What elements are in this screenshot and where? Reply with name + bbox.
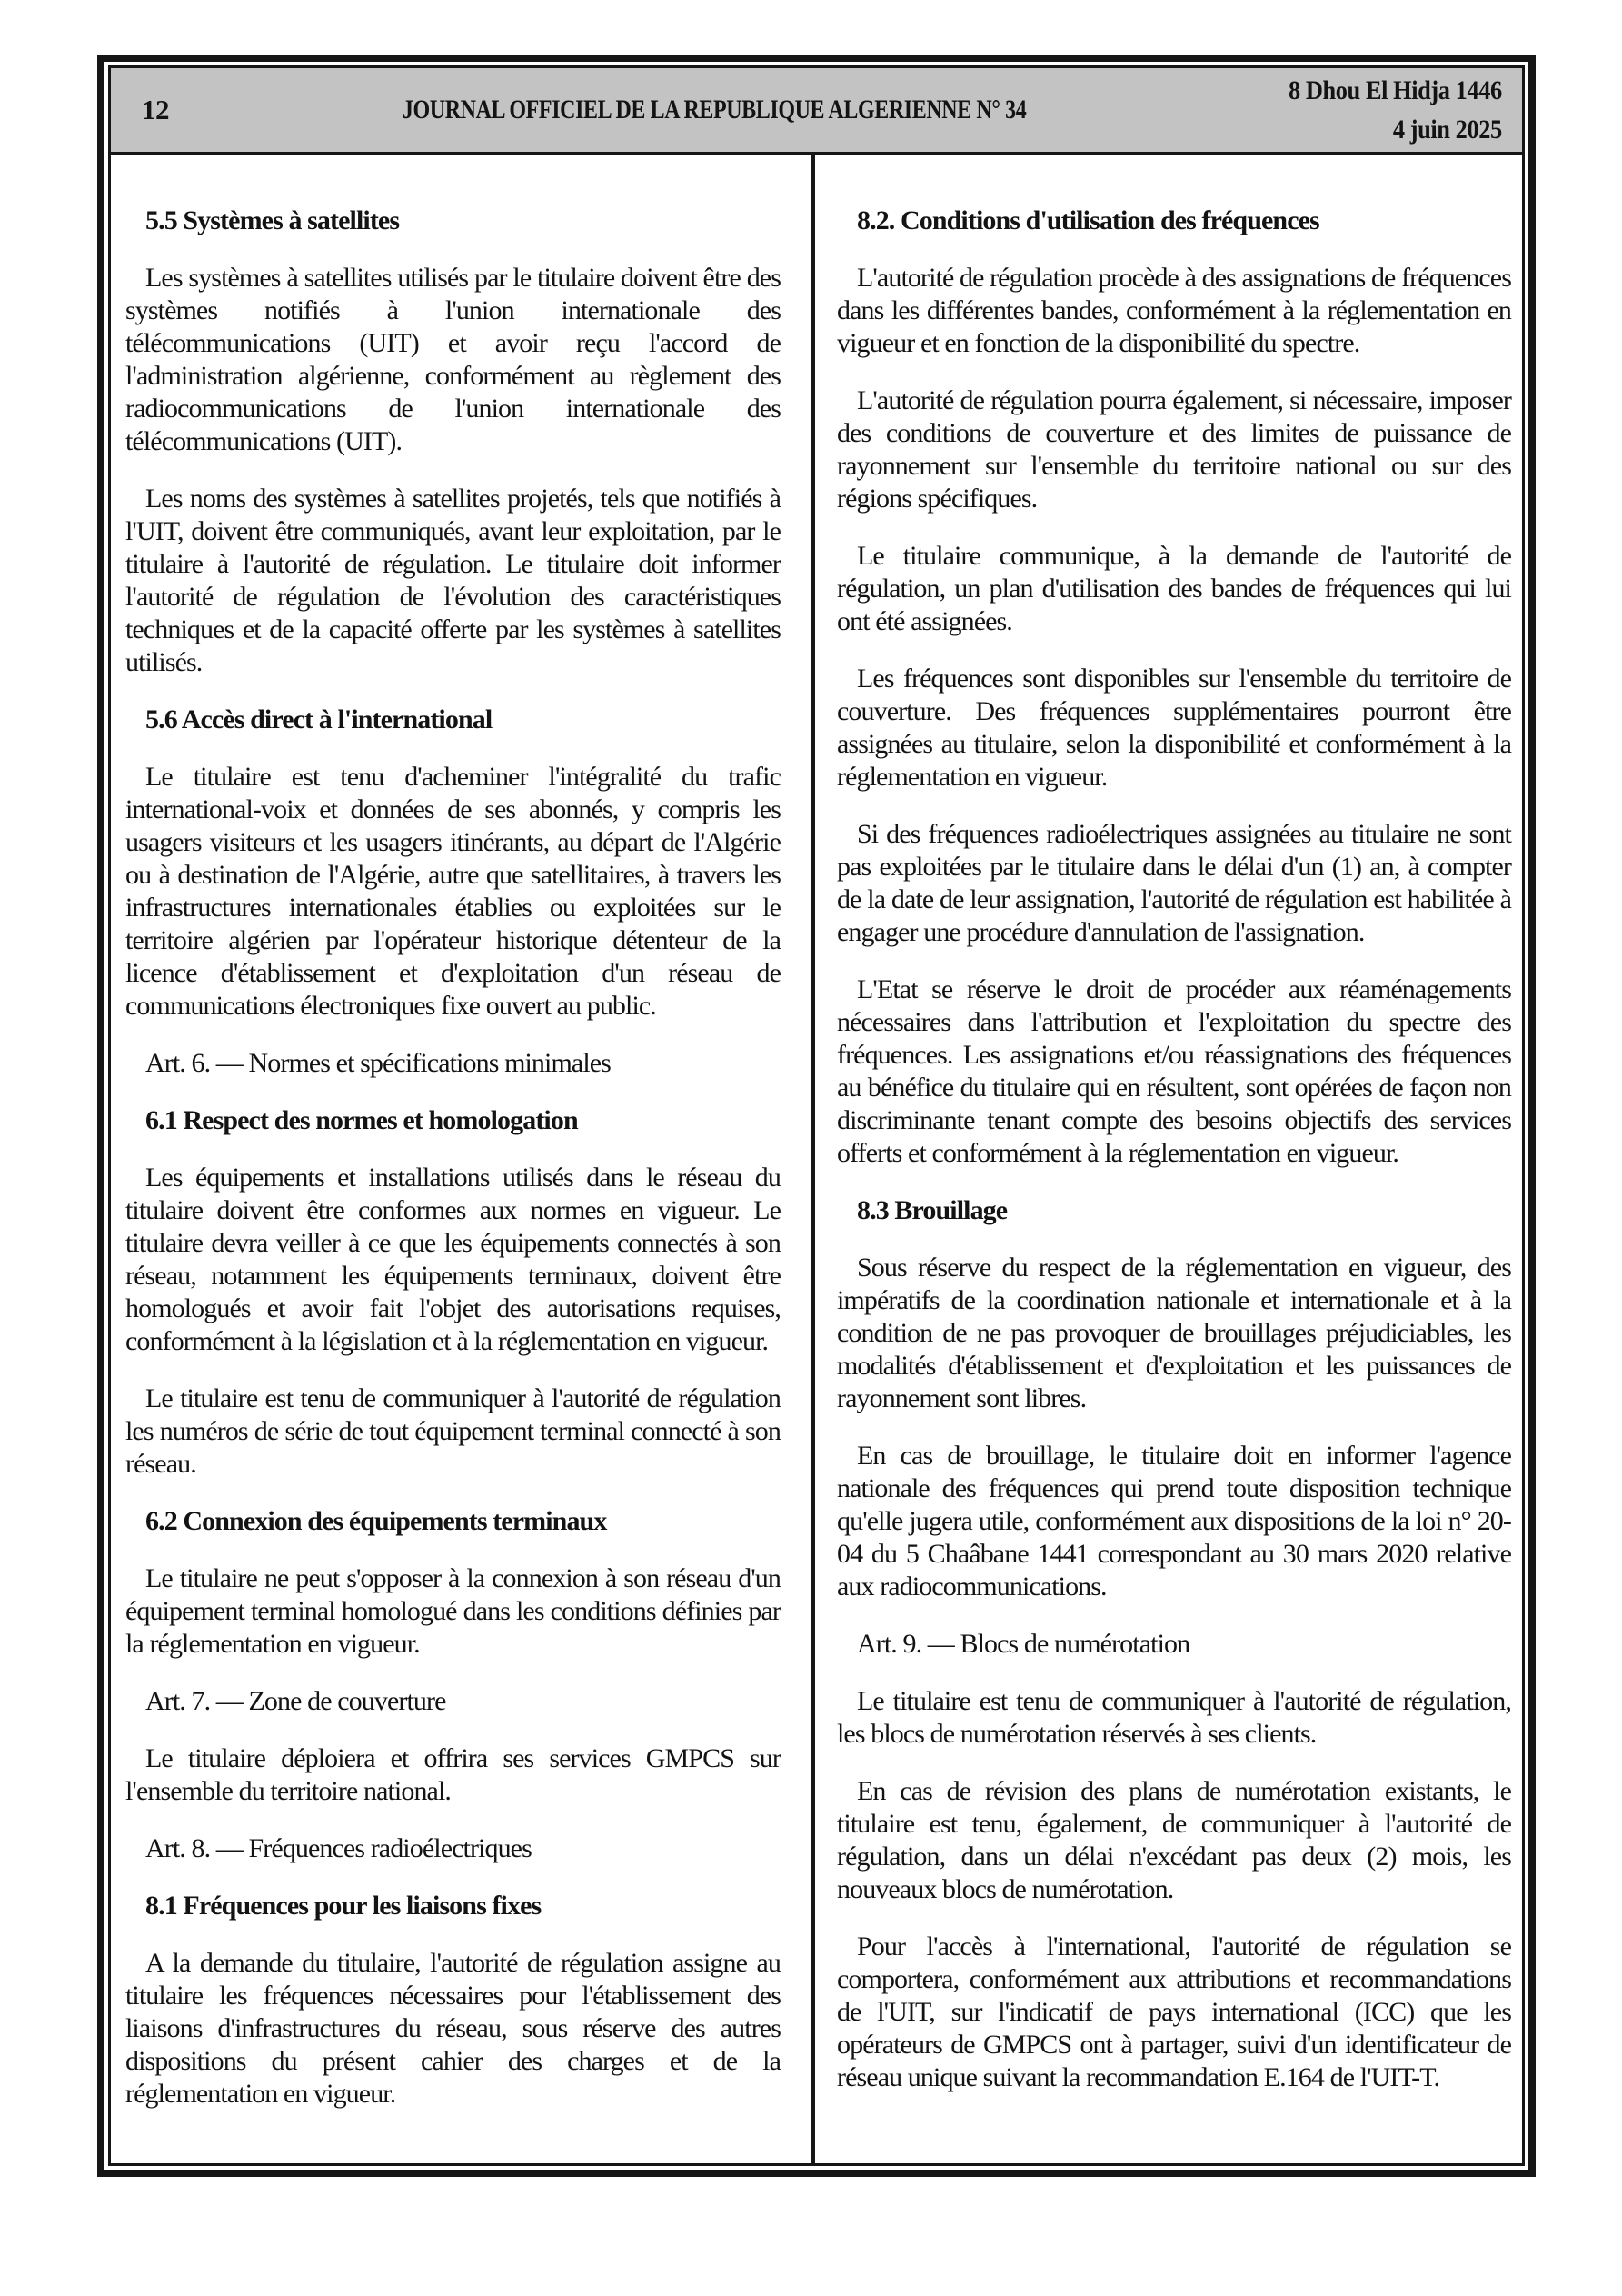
date-gregorian: 4 juin 2025 (1393, 115, 1502, 145)
section-heading-6-1: 6.1 Respect des normes et homologation (145, 1105, 578, 1135)
paragraph: Les fréquences sont disponibles sur l'ensemble du territoire de couverture. Des fréquences supplémentaires pourront être assignées au titulaire, selon la disponibilité et conformément à la réglementation en vigueur. (837, 664, 1511, 792)
page-number: 12 (142, 94, 169, 125)
left-column (111, 155, 811, 2163)
paragraph: L'autorité de régulation pourra également, si nécessaire, imposer des conditions de couverture et des limites de puissance de rayonnement sur l'ensemble du territoire national ou sur des régions spécifiques. (837, 385, 1511, 514)
text-columns (111, 155, 1522, 2163)
article-heading-9: Art. 9. — Blocs de numérotation (857, 1629, 1190, 1659)
section-heading-8-1: 8.1 Fréquences pour les liaisons fixes (145, 1891, 542, 1921)
section-heading-5-5: 5.5 Systèmes à satellites (145, 205, 400, 235)
paragraph: Le titulaire ne peut s'opposer à la connexion à son réseau d'un équipement terminal homologué dans les conditions définies par la réglementation en vigueur. (125, 1563, 781, 1659)
article-heading-8: Art. 8. — Fréquences radioélectriques (145, 1833, 532, 1863)
section-heading-6-2: 6.2 Connexion des équipements terminaux (145, 1506, 607, 1536)
paragraph: L'Etat se réserve le droit de procéder aux réaménagements nécessaires dans l'attribution et l'exploitation du spectre des fréquences. Les assignations et/ou réassignations des fréquences au bénéfice du titulaire qui en résultent, sont opérées de façon non discriminante tenant compte des besoins objectifs des services offerts et conformément à la réglementation en vigueur. (837, 974, 1511, 1168)
paragraph: Le titulaire est tenu de communiquer à l'autorité de régulation, les blocs de numérotation réservés à ses clients. (837, 1686, 1511, 1749)
paragraph: Pour l'accès à l'international, l'autorité de régulation se comportera, conformément aux attributions et recommandations de l'UIT, sur l'indicatif de pays international (ICC) que les opérateurs de GMPCS ont à partager, suivi d'un identificateur de réseau unique suivant la recommandation E.164 de l'UIT-T. (837, 1932, 1511, 2092)
page-header (111, 68, 1522, 155)
paragraph: Sous réserve du respect de la réglementation en vigueur, des impératifs de la coordination nationale et internationale et à la condition de ne pas provoquer de brouillages préjudiciables, les modalités d'établissement et d'exploitation et les puissances de rayonnement sont libres. (837, 1253, 1511, 1413)
paragraph: En cas de brouillage, le titulaire doit en informer l'agence nationale des fréquences qui prend toute disposition technique qu'elle jugera utile, conformément aux dispositions de la loi n° 20-04 du 5 Chaâbane 1441 correspondant au 30 mars 2020 relative aux radiocommunications. (837, 1441, 1511, 1602)
paragraph: A la demande du titulaire, l'autorité de régulation assigne au titulaire les fréquences nécessaires pour l'établissement des liaisons d'infrastructures du réseau, sous réserve des autres dispositions du présent cahier des charges et de la réglementation en vigueur. (125, 1948, 781, 2109)
paragraph: Les équipements et installations utilisés dans le réseau du titulaire doivent être conformes aux normes en vigueur. Le titulaire devra veiller à ce que les équipements connectés à son réseau, notamment les équipements terminaux, doivent être homologués et avoir fait l'objet des autorisations requises, conformément à la législation et à la réglementation en vigueur. (125, 1163, 781, 1356)
page-border-frame (97, 55, 1536, 2177)
journal-title: JOURNAL OFFICIEL DE LA REPUBLIQUE ALGERIENNE N° 34 (402, 95, 1027, 125)
paragraph: Le titulaire communique, à la demande de l'autorité de régulation, un plan d'utilisation des bandes de fréquences qui lui ont été assignées. (837, 541, 1511, 636)
article-heading-7: Art. 7. — Zone de couverture (145, 1686, 446, 1716)
page-inner-frame (108, 65, 1525, 2166)
paragraph: Le titulaire est tenu d'acheminer l'intégralité du trafic international-voix et données de ses abonnés, y compris les usagers visiteurs et les usagers itinérants, au départ de l'Algérie ou à destination de l'Algérie, autre que satellitaires, à travers les infrastructures internationales établies ou exploitées sur le territoire algérien par l'opérateur historique détenteur de la licence d'établissement et d'exploitation d'un réseau de communications électroniques fixe ouvert au public. (125, 762, 781, 1021)
paragraph: Le titulaire est tenu de communiquer à l'autorité de régulation les numéros de série de tout équipement terminal connecté à son réseau. (125, 1383, 781, 1479)
paragraph: Le titulaire déploiera et offrira ses services GMPCS sur l'ensemble du territoire national. (125, 1743, 781, 1806)
right-column (815, 155, 1522, 2163)
article-heading-6: Art. 6. — Normes et spécifications minimales (145, 1048, 611, 1078)
paragraph: En cas de révision des plans de numérotation existants, le titulaire est tenu, également, de communiquer à l'autorité de régulation, dans un délai n'excédant pas deux (2) mois, les nouveaux blocs de numérotation. (837, 1776, 1511, 1904)
paragraph: Si des fréquences radioélectriques assignées au titulaire ne sont pas exploitées par le titulaire dans le délai d'un (1) an, à compter de la date de leur assignation, l'autorité de régulation est habilitée à engager une procédure d'annulation de l'assignation. (837, 819, 1511, 947)
paragraph: Les systèmes à satellites utilisés par le titulaire doivent être des systèmes notifiés à l'union internationale des télécommunications (UIT) et avoir reçu l'accord de l'administration algérienne, conformément au règlement des radiocommunications de l'union internationale des télécommunications (UIT). (125, 263, 781, 456)
date-hijri: 8 Dhou El Hidja 1446 (1289, 75, 1502, 105)
paragraph: L'autorité de régulation procède à des assignations de fréquences dans les différentes bandes, conformément à la réglementation en vigueur et en fonction de la disponibilité du spectre. (837, 263, 1511, 358)
section-heading-8-3: 8.3 Brouillage (857, 1195, 1008, 1225)
section-heading-8-2: 8.2. Conditions d'utilisation des fréquences (857, 205, 1319, 235)
issue-dates (1289, 71, 1502, 149)
section-heading-5-6: 5.6 Accès direct à l'international (145, 704, 493, 734)
paragraph: Les noms des systèmes à satellites projetés, tels que notifiés à l'UIT, doivent être communiqués, avant leur exploitation, par le titulaire à l'autorité de régulation. Le titulaire doit informer l'autorité de régulation de l'évolution des caractéristiques techniques et de la capacité offerte par les systèmes à satellites utilisés. (125, 484, 781, 677)
